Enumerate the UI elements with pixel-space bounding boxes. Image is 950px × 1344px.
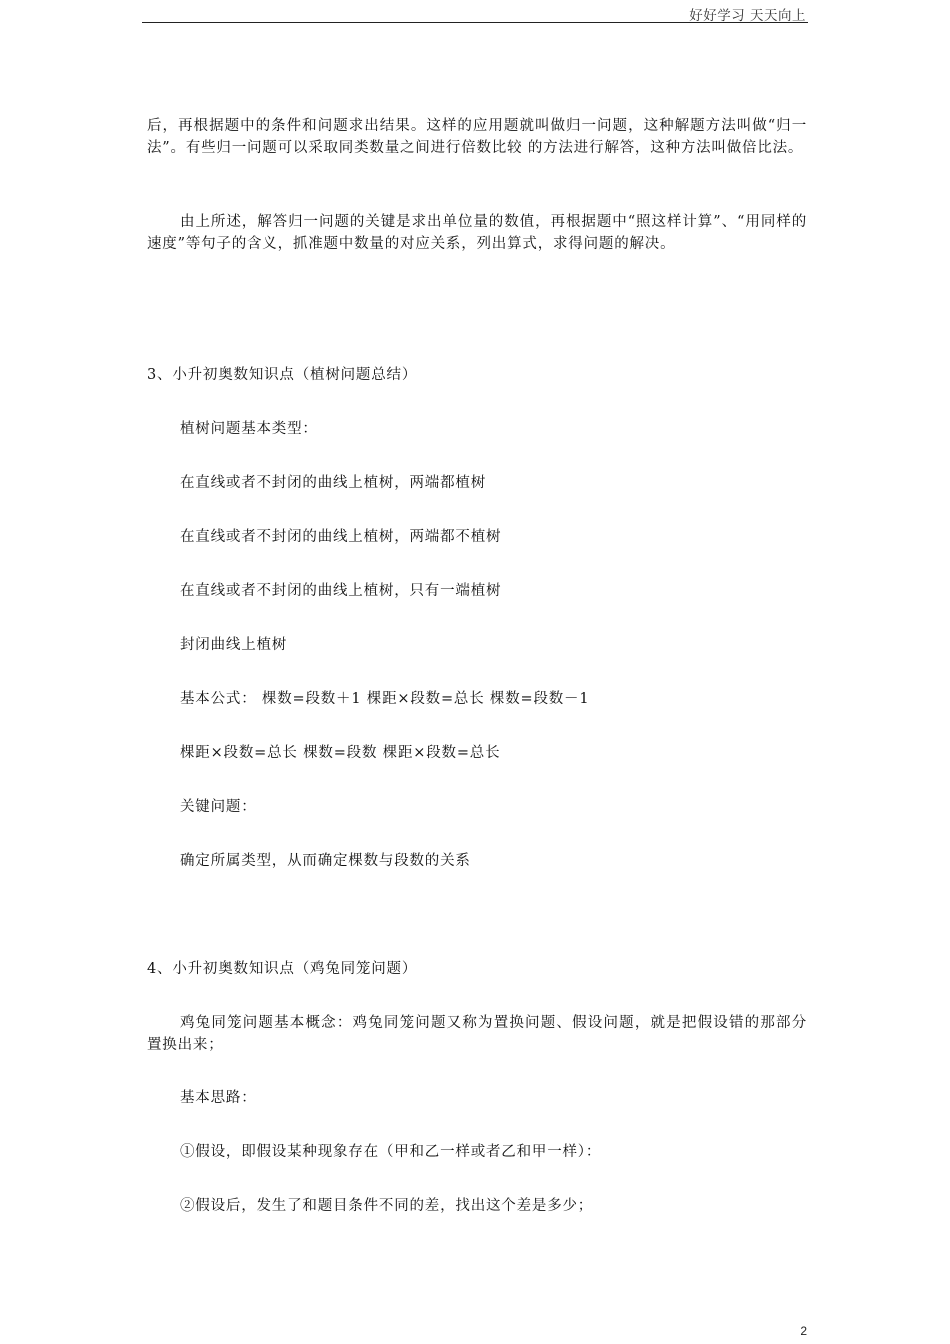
section-4-concept: 鸡兔同笼问题基本概念：鸡兔同笼问题又称为置换问题、假设问题，就是把假设错的那部分置换出来；: [147, 1015, 807, 1053]
section-4-step-2: ②假设后，发生了和题目条件不同的差，找出这个差是多少；: [180, 1198, 594, 1214]
section-4-step-1: ①假设，即假设某种现象存在（甲和乙一样或者乙和甲一样）：: [180, 1144, 602, 1160]
section-3-formula-2: 棵距×段数=总长 棵数=段数 棵距×段数=总长: [180, 745, 501, 761]
section-3-key-text: 确定所属类型，从而确定棵数与段数的关系: [180, 853, 471, 869]
section-3-type-3: 在直线或者不封闭的曲线上植树，只有一端植树: [180, 583, 502, 599]
section-3-heading: 3、小升初奥数知识点（植树问题总结）: [147, 367, 418, 383]
section-3-type-1: 在直线或者不封闭的曲线上植树，两端都植树: [180, 475, 486, 491]
section-4-approach-label: 基本思路：: [180, 1090, 257, 1106]
section-3-formula-1: 基本公式： 棵数=段数＋1 棵距×段数=总长 棵数=段数－1: [180, 691, 590, 707]
intro-paragraph-2: 由上所述，解答归一问题的关键是求出单位量的数值，再根据题中“照这样计算”、“用同样的速度”等句子的含义，抓准题中数量的对应关系，列出算式，求得问题的解决。: [147, 214, 807, 252]
intro-paragraph-1: 后，再根据题中的条件和问题求出结果。这样的应用题就叫做归一问题，这种解题方法叫做“归一法”。有些归一问题可以采取同类数量之间进行倍数比较 的方法进行解答，这种方法叫做倍比法。: [147, 118, 807, 156]
section-3-type-4: 封闭曲线上植树: [180, 637, 288, 653]
section-3-key-label: 关键问题：: [180, 799, 257, 815]
header-divider: [142, 22, 808, 23]
page-header-title: 好好学习 天天向上: [689, 8, 806, 24]
page-number: 2: [800, 1324, 807, 1338]
section-4-heading: 4、小升初奥数知识点（鸡兔同笼问题）: [147, 961, 418, 977]
section-3-types-label: 植树问题基本类型：: [180, 421, 318, 437]
section-3-type-2: 在直线或者不封闭的曲线上植树，两端都不植树: [180, 529, 502, 545]
